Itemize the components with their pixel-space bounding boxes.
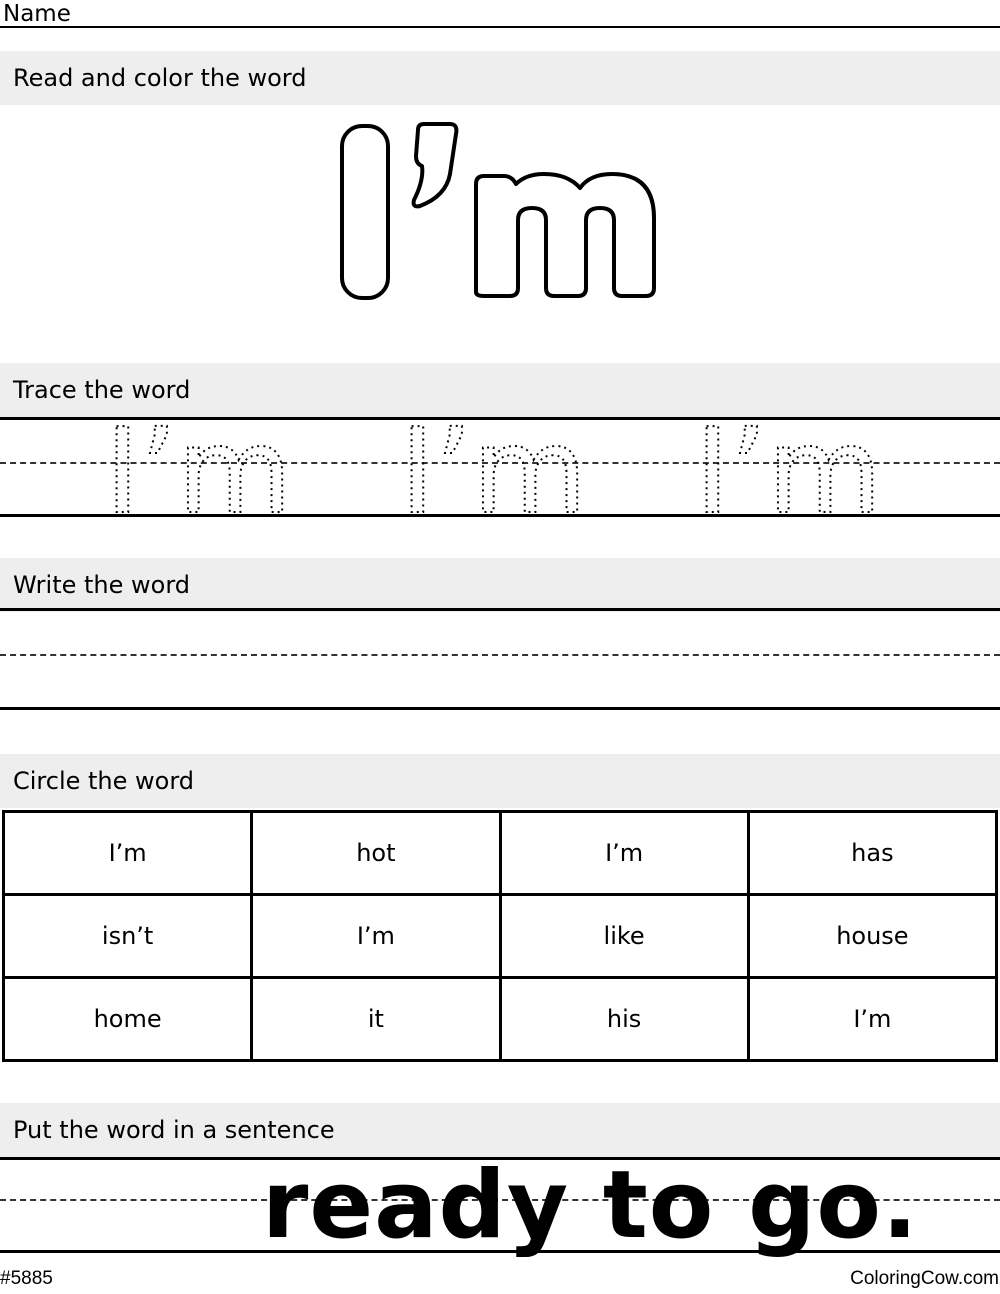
- trace-word-2-text: I’m: [400, 402, 588, 540]
- name-label: Name: [3, 1, 71, 27]
- word-cell[interactable]: has: [748, 812, 996, 895]
- table-row: [4, 978, 997, 1061]
- table-row: [4, 895, 997, 978]
- word-cell[interactable]: like: [500, 895, 748, 978]
- section-write-title: Write the word: [13, 571, 190, 599]
- sheet-id: #5885: [0, 1268, 53, 1289]
- table-row: [4, 812, 997, 895]
- write-base-line[interactable]: [0, 707, 1000, 710]
- word-cell[interactable]: I’m: [252, 895, 500, 978]
- word-cell[interactable]: I’m: [4, 812, 252, 895]
- section-circle-header: [0, 754, 1000, 808]
- site-name: ColoringCow.com: [850, 1268, 999, 1289]
- section-trace-title: Trace the word: [13, 376, 191, 404]
- bubble-letter-i: [342, 126, 388, 298]
- trace-word-1-text: I’m: [105, 402, 293, 540]
- word-cell[interactable]: his: [500, 978, 748, 1061]
- name-write-line[interactable]: [0, 26, 1000, 28]
- trace-word-2[interactable]: [400, 392, 630, 542]
- section-sentence-title: Put the word in a sentence: [13, 1116, 335, 1144]
- section-read-title: Read and color the word: [13, 64, 307, 92]
- trace-word-1[interactable]: [105, 392, 335, 542]
- section-circle-title: Circle the word: [13, 767, 195, 795]
- word-cell[interactable]: it: [252, 978, 500, 1061]
- bubble-letter-m: [476, 174, 654, 296]
- write-mid-line: [0, 654, 1000, 656]
- bubble-apostrophe: [414, 124, 457, 206]
- word-cell[interactable]: hot: [252, 812, 500, 895]
- word-cell[interactable]: I’m: [500, 812, 748, 895]
- write-top-line: [0, 608, 1000, 611]
- trace-word-3[interactable]: [695, 392, 925, 542]
- bubble-word-graphic[interactable]: [300, 108, 700, 318]
- sentence-text: ready to go.: [262, 1151, 919, 1260]
- circle-word-table: [2, 810, 998, 1062]
- word-cell[interactable]: isn’t: [4, 895, 252, 978]
- section-read-header: [0, 51, 1000, 105]
- word-cell[interactable]: I’m: [748, 978, 996, 1061]
- word-cell[interactable]: house: [748, 895, 996, 978]
- word-cell[interactable]: home: [4, 978, 252, 1061]
- trace-word-3-text: I’m: [695, 402, 883, 540]
- section-write-header: [0, 558, 1000, 612]
